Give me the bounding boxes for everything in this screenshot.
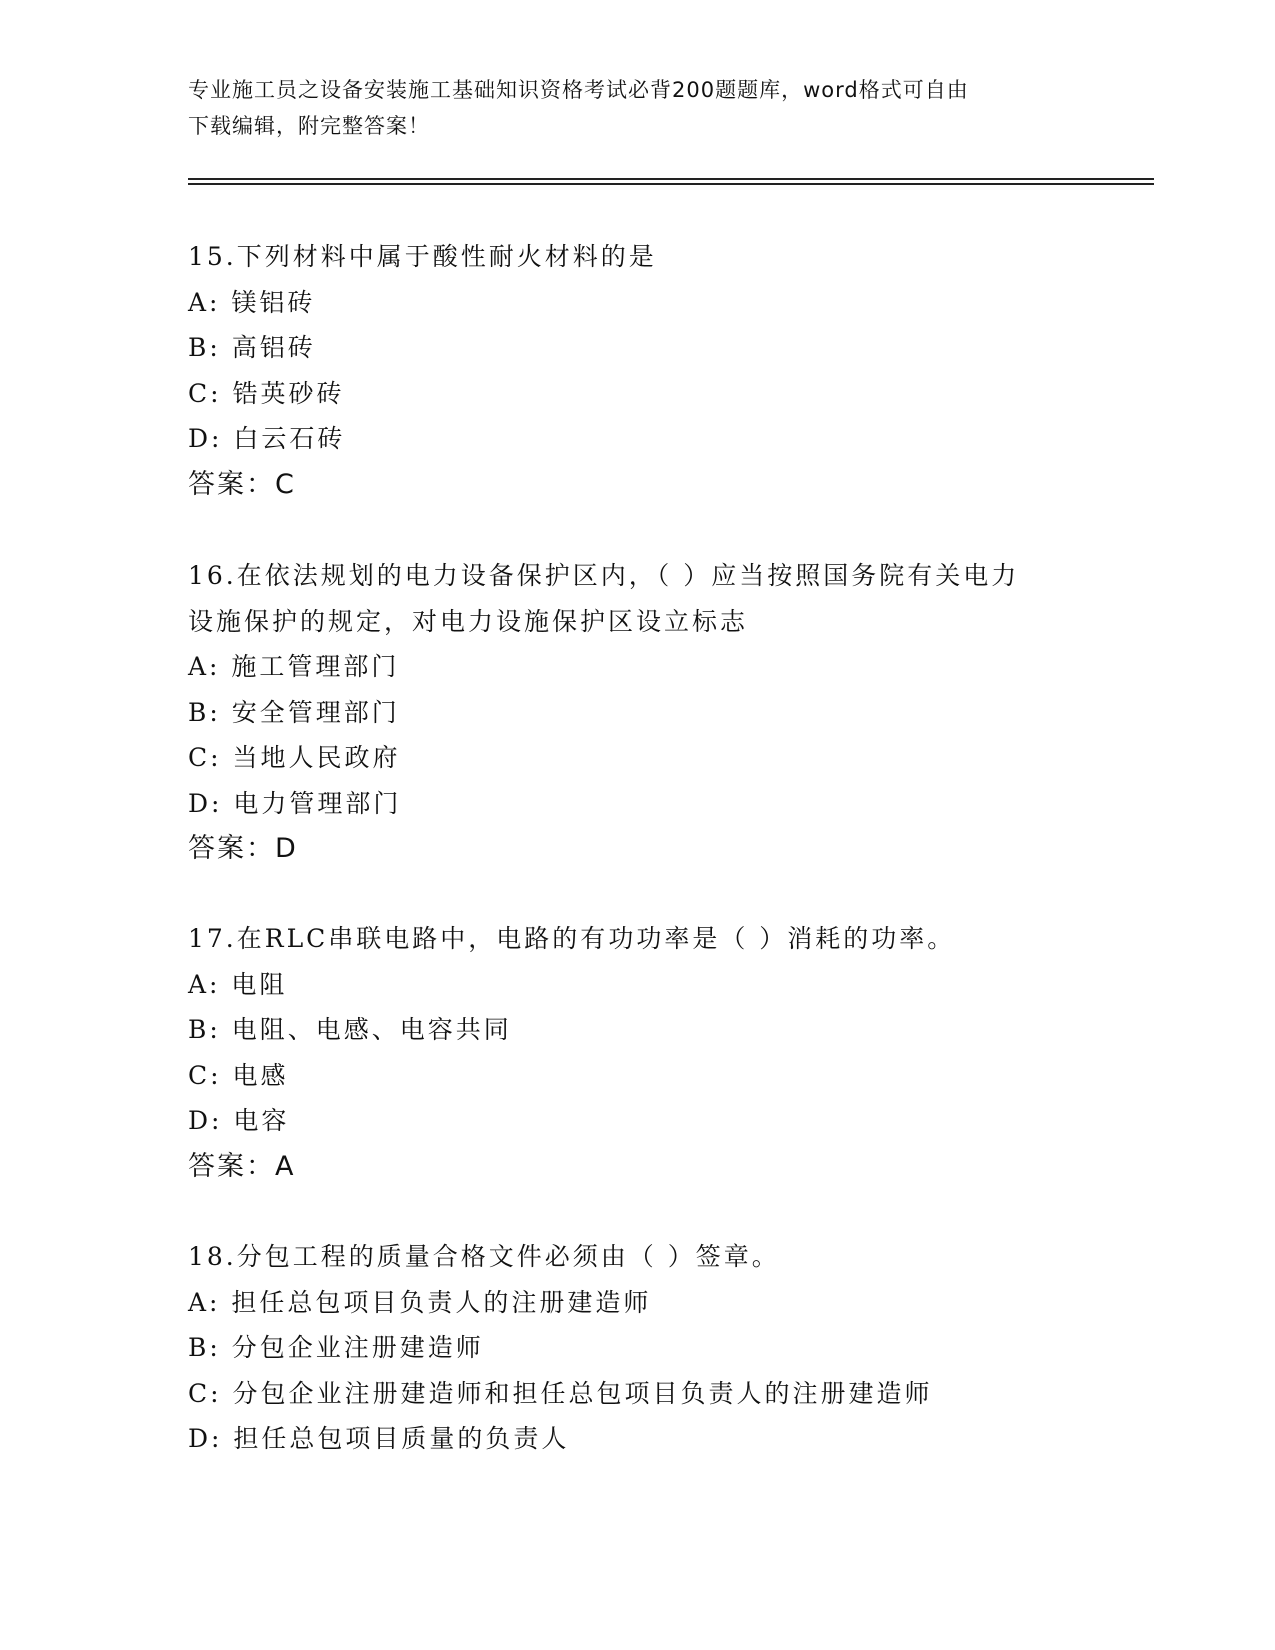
option-b: B: 电阻、电感、电容共同	[188, 1015, 512, 1044]
option-a: A: 电阻	[188, 969, 288, 999]
question-stem: 15.下列材料中属于酸性耐火材料的是	[188, 242, 657, 271]
question-stem: 18.分包工程的质量合格文件必须由（ ）签章。	[188, 1242, 780, 1271]
option-a: A: 担任总包项目负责人的注册建造师	[188, 1287, 652, 1317]
option-c: C: 锆英砂砖	[188, 378, 345, 408]
question-15	[188, 234, 1088, 507]
option-b: B: 高铝砖	[188, 333, 316, 362]
option-b: B: 分包企业注册建造师	[188, 1333, 484, 1362]
question-stem: 16.在依法规划的电力设备保护区内，（ ）应当按照国务院有关电力	[188, 561, 1020, 590]
option-a: A: 施工管理部门	[188, 652, 400, 681]
option-d: D: 电容	[188, 1106, 290, 1135]
option-a: A: 镁铝砖	[188, 287, 316, 317]
question-stem-continued: 设施保护的规定，对电力设施保护区设立标志	[188, 606, 749, 636]
option-d: D: 担任总包项目质量的负责人	[188, 1424, 570, 1453]
answer: 答案：D	[188, 833, 298, 864]
question-18	[188, 1234, 1088, 1462]
option-d: D: 白云石砖	[188, 424, 346, 453]
option-d: D: 电力管理部门	[188, 788, 402, 818]
option-c: C: 电感	[188, 1060, 289, 1090]
question-stem: 17.在RLC串联电路中，电路的有功功率是（ ）消耗的功率。	[188, 924, 956, 953]
option-c: C: 当地人民政府	[188, 743, 401, 772]
question-16	[188, 553, 1088, 872]
option-b: B: 安全管理部门	[188, 697, 400, 727]
answer: 答案：A	[188, 1150, 296, 1182]
header-divider-top	[188, 178, 1154, 180]
option-c: C: 分包企业注册建造师和担任总包项目负责人的注册建造师	[188, 1378, 933, 1408]
answer: 答案：C	[188, 468, 296, 500]
document-header	[188, 72, 1088, 144]
header-line-2: 下载编辑，附完整答案！	[188, 114, 430, 138]
header-line-1: 专业施工员之设备安装施工基础知识资格考试必背200题题库，word格式可自由	[188, 78, 969, 102]
header-divider-bottom	[188, 183, 1154, 185]
question-17	[188, 916, 1088, 1189]
